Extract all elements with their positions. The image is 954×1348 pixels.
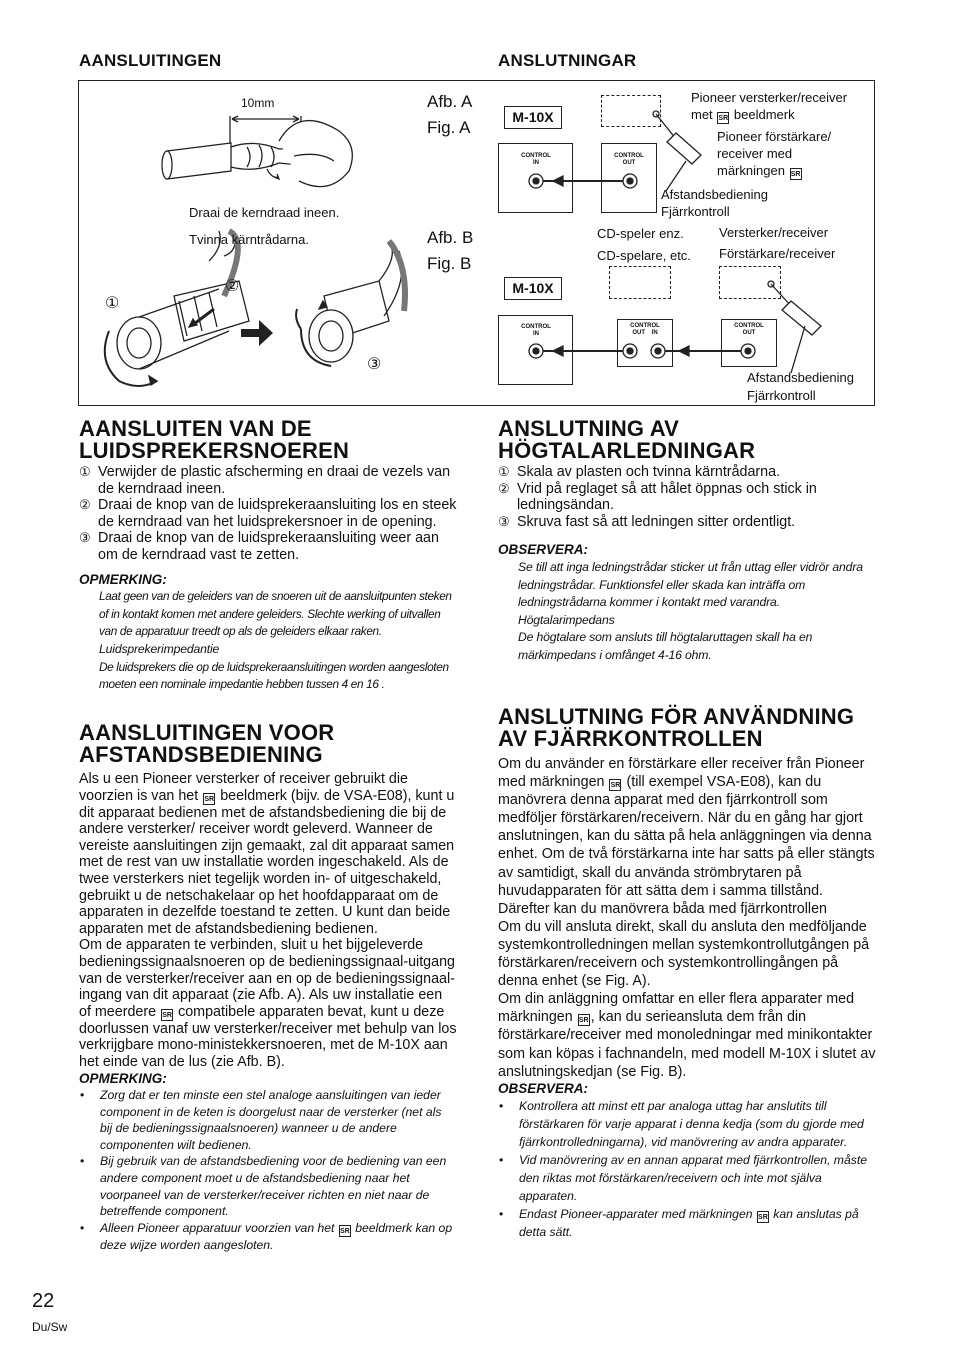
text: Om de apparaten te verbinden, sluit u het bijgeleverde bedieningssignaalsnoeren op de bedieningssignaal-uitgang van de versterker/receiver aan en op de bedieningssignaal-ingang van dit apparaat (zie Afb. A). Als uw installatie een of meerdere bbox=[79, 937, 455, 1020]
strip-length-label: 10mm bbox=[241, 96, 275, 110]
sv-paragraph-3 bbox=[498, 990, 878, 1080]
b-remote-nl: Afstandsbediening bbox=[747, 370, 854, 385]
a-mid-3-text: märkningen bbox=[717, 163, 785, 178]
bullet-text: Alleen Pioneer apparatuur voorzien van het bbox=[100, 1220, 335, 1235]
nl-column-top bbox=[79, 464, 457, 694]
afb-a-label: Afb. A bbox=[427, 92, 473, 111]
a-top-2a: met bbox=[691, 107, 713, 122]
sv-heading-remote: ANSLUTNING FÖR ANVÄNDNING AV FJÄRRKONTROLLEN bbox=[498, 704, 855, 751]
a-mid-1: Pioneer förstärkare/ bbox=[717, 129, 832, 144]
step-text: Skala av plasten och tvinna kärntrådarna. bbox=[517, 464, 781, 480]
nl-bullet-2 bbox=[80, 1153, 457, 1219]
fig-b-label: Fig. B bbox=[427, 254, 472, 273]
arrow-right-icon bbox=[241, 320, 273, 346]
nl-bullet-3 bbox=[80, 1220, 457, 1254]
a-remote-sv: Fjärrkontroll bbox=[661, 204, 730, 219]
b-remote-sv: Fjärrkontroll bbox=[747, 388, 816, 403]
amp-dashed-b bbox=[719, 266, 781, 299]
sv-paragraph-1 bbox=[498, 755, 878, 918]
sv-bullet-1 bbox=[499, 1097, 878, 1151]
section-header-nl: AANSLUITINGEN bbox=[79, 51, 222, 70]
step-text: Skruva fast så att ledningen sitter ordentligt. bbox=[517, 513, 796, 530]
sv-impedance-text: De högtalare som ansluts till högtalaruttagen skall ha en märkimpedans i omfånget 4-16 ohm. bbox=[518, 630, 813, 662]
nl-paragraph-2 bbox=[79, 937, 457, 1070]
sv-note-label: OBSERVERA: bbox=[498, 542, 589, 558]
text: Om du använder en förstärkare eller receiver från Pioneer med märkningen bbox=[498, 756, 865, 791]
sv-step-2 bbox=[498, 481, 876, 514]
a-top-1: Pioneer versterker/receiver bbox=[691, 90, 848, 105]
sv-step-3 bbox=[498, 514, 876, 531]
nl-step-2 bbox=[79, 497, 457, 530]
step-text: Verwijder de plastic afscherming en draai de vezels van de kerndraad ineen. bbox=[98, 464, 451, 497]
sr-mark-icon: SR bbox=[339, 1225, 351, 1237]
cd-dashed-b bbox=[609, 266, 671, 299]
nl-note-text: Laat geen van de geleiders van de snoeren uit de aansluitpunten steken of in kontakt komen met andere geleiders. Slechte werking of uitvallen van de apparatuur treedt op als de geleiders elkaar raken. bbox=[99, 589, 452, 639]
language-code: Du/Sw bbox=[32, 1320, 68, 1334]
page-number: 22 bbox=[32, 1290, 55, 1312]
text: beeldmerk (bijv. de VSA-E08), kunt u dit apparaat bedienen met de afstandsbediening die bij de andere versterker/ receiver wordt geleverd. Wanneer de vereiste aansluitingen zijn gemaakt, zal dit apparaat samen met de rest van uw installatie worden ingeschakeld. Als de twee versterkers niet tegelijk worden in- of uitgeschakeld, gebruikt u de netschakelaar op het hoofdapparaat om de apparaten in dezelfde toestand te zetten. U kunt dan beide apparaten met de afstandsbediening bedienen. bbox=[79, 787, 455, 937]
caption-nl: Draai de kerndraad ineen. bbox=[189, 205, 340, 220]
sv-paragraph-2: Om du vill ansluta direkt, skall du ansluta den medföljande systemkontrolledningen mellan systemkontrollutgången på förstärkaren/receivern och systemkontrollingången på denna enhet (se Fig. A). bbox=[498, 918, 870, 990]
a-top-2b: beeldmerk bbox=[733, 107, 795, 122]
nl-impedance-text: De luidsprekers die op de luidsprekeraansluitingen worden aangesloten moeten een nominale impedantie hebben tussen 4 en 16 . bbox=[99, 659, 449, 692]
b-cd-sv: CD-spelare, etc. bbox=[597, 248, 691, 263]
amp-dashed-a bbox=[601, 95, 661, 127]
bullet: • bbox=[80, 1220, 85, 1235]
b-cd-nl: CD-speler enz. bbox=[597, 226, 684, 241]
step-3-marker: ③ bbox=[367, 356, 382, 373]
bullet: • bbox=[80, 1154, 85, 1169]
nl-column-bottom bbox=[79, 771, 457, 1253]
text: Om din anläggning omfattar en eller flera apparater med märkningen bbox=[498, 991, 855, 1026]
step-number: ① bbox=[498, 464, 510, 479]
afb-b-label: Afb. B bbox=[427, 228, 474, 247]
sv-note2-label: OBSERVERA: bbox=[498, 1080, 589, 1096]
step-text: Vrid på reglaget så att hålet öppnas och stick in ledningsändan. bbox=[517, 480, 817, 514]
a-top-2 bbox=[691, 107, 795, 124]
nl-note-label: OPMERKING: bbox=[79, 571, 167, 587]
bullet: • bbox=[499, 1206, 504, 1221]
sr-mark-icon: SR bbox=[717, 112, 729, 124]
sv-bullet-3 bbox=[499, 1205, 878, 1241]
speaker-terminal-loosen bbox=[105, 231, 249, 386]
step-2-marker: ② bbox=[225, 278, 240, 295]
bullet: • bbox=[499, 1098, 504, 1113]
section-header-sv: ANSLUTNINGAR bbox=[498, 51, 637, 70]
sv-note-text: Se till att inga ledningstrådar sticker ut från uttag eller vidrör andra ledningstrådar. Funktionsfel eller skada kan inträffa om ledningstrådarna kommer i kontakt med varandra. bbox=[518, 559, 863, 610]
caption-sv: Tvinna kärntrådarna. bbox=[189, 232, 309, 247]
bullet-text: kan anslutas på detta sätt. bbox=[519, 1206, 859, 1239]
text: , kan du serieansluta dem från din förstärkare/receiver med monoledningar med minikontakter som kan köpas i fachnandeln, med modell M-10X i slutet av anslutningskedjan (se Fig. B). bbox=[498, 1009, 876, 1080]
step-text: Draai de knop van de luidsprekeraansluiting weer aan om de kerndraad vast te zetten. bbox=[98, 530, 439, 563]
sv-impedance-label: Högtalarimpedans bbox=[518, 612, 615, 627]
nl-step-1 bbox=[79, 464, 457, 497]
bullet: • bbox=[499, 1152, 504, 1167]
nl-heading-speakers: AANSLUITEN VAN DE LUIDSPREKERSNOEREN bbox=[79, 416, 350, 463]
sv-step-1 bbox=[498, 464, 876, 481]
sv-column-bottom bbox=[498, 755, 878, 1241]
a-remote-nl: Afstandsbediening bbox=[661, 187, 768, 202]
control-in-b: CONTROL IN bbox=[521, 324, 551, 337]
step-number: ① bbox=[79, 464, 91, 479]
nl-bullet-1 bbox=[80, 1087, 457, 1153]
sr-mark-icon: SR bbox=[161, 1009, 173, 1021]
text: compatibele apparaten bevat, kunt u deze doorlussen vanaf uw versterker/receiver met behulp van los verkrijgbare mono-ministekkersnoeren, met de M-10X aan het einde van de lus (zie Afb. B). bbox=[79, 1003, 457, 1070]
control-out-b: CONTROL OUT bbox=[734, 323, 764, 336]
sv-column-top bbox=[498, 464, 876, 665]
fig-a-label: Fig. A bbox=[427, 118, 471, 137]
step-text: Draai de knop van de luidsprekeraansluiting los en steek de kerndraad van het luidsprekersnoer in de opening. bbox=[98, 497, 457, 530]
a-mid-2: receiver med bbox=[717, 146, 793, 161]
sr-mark-icon: SR bbox=[578, 1014, 590, 1026]
sr-mark-icon: SR bbox=[757, 1211, 769, 1223]
bullet-text: Zorg dat er ten minste een stel analoge aansluitingen van ieder component in de keten is doorgelust naar de versterker (net als bij de bedieningssignaalsnoeren) wanneer u de andere componenten wilt bedienen. bbox=[100, 1088, 442, 1152]
nl-step-3 bbox=[79, 530, 457, 563]
step-1-marker: ① bbox=[105, 295, 120, 312]
nl-paragraph-1 bbox=[79, 771, 457, 937]
sr-mark-icon: SR bbox=[790, 168, 802, 180]
step-number: ② bbox=[79, 497, 91, 513]
nl-heading-remote: AANSLUITINGEN VOOR AFSTANDSBEDIENING bbox=[79, 720, 335, 767]
b-amp-nl: Versterker/receiver bbox=[719, 225, 829, 240]
bullet-text: beeldmerk kan op deze wijze worden aangesloten. bbox=[100, 1220, 453, 1252]
bullet: • bbox=[80, 1088, 85, 1103]
a-mid-3 bbox=[717, 163, 803, 180]
bullet-text: Endast Pioneer-apparater med märkningen bbox=[519, 1206, 753, 1221]
step-number: ③ bbox=[498, 513, 510, 529]
bullet-text: Bij gebruik van de afstandsbediening voor de bediening van een andere component moet u de afstandsbediening naar het voorpaneel van de versterker/receiver richten en niet naar de betreffende component. bbox=[100, 1154, 447, 1219]
sv-bullet-2 bbox=[499, 1151, 878, 1205]
sv-heading-speakers: ANSLUTNING AV HÖGTALARLEDNINGAR bbox=[498, 416, 756, 463]
control-out-a: CONTROL OUT bbox=[614, 153, 644, 166]
step-number: ② bbox=[498, 480, 510, 496]
model-label-b: M-10X bbox=[504, 277, 562, 300]
sr-mark-icon: SR bbox=[203, 793, 215, 805]
b-amp-sv: Förstärkare/receiver bbox=[719, 246, 836, 261]
connection-figure bbox=[78, 80, 875, 406]
bullet-text: Kontrollera att minst ett par analoga uttag har anslutits till förstärkaren för varje apparat i denna kedja (som du gjorde med fjärrkontrolledningarna), vid manövrering av andra apparater. bbox=[519, 1098, 864, 1149]
step-number: ③ bbox=[79, 530, 91, 546]
model-label-a: M-10X bbox=[504, 106, 562, 129]
bullet-text: Vid manövrering av en annan apparat med fjärrkontrollen, måste den riktas mot förstärkaren/receivern och inte mot själva apparaten. bbox=[519, 1152, 867, 1203]
nl-impedance-label: Luidsprekerimpedantie bbox=[99, 641, 220, 656]
control-out-in-b: CONTROL OUT IN bbox=[630, 323, 660, 336]
wire-strip-illustration bbox=[162, 116, 352, 187]
sr-mark-icon: SR bbox=[609, 779, 621, 791]
control-in-a: CONTROL IN bbox=[521, 153, 551, 166]
text: (till exempel VSA-E08), kan du manövrera denna apparat med den fjärrkontroll som medföljer förstärkaren/receivern. När du en gång har gjort anslutningen, kan du sätta på hela anläggningen via denna enhet. Om de två förstärkarna inte har satts på eller stängts av samtidigt, skall du använda strömbrytaren på huvudapparaten för att sätta dem i samma tillstånd. Därefter kan du manövrera båda med fjärrkontrollen bbox=[498, 774, 875, 917]
text: Als u een Pioneer versterker of receiver gebruikt die voorzien is van het bbox=[79, 771, 408, 804]
speaker-terminal-tighten bbox=[296, 241, 405, 366]
nl-note2-label: OPMERKING: bbox=[79, 1070, 167, 1086]
